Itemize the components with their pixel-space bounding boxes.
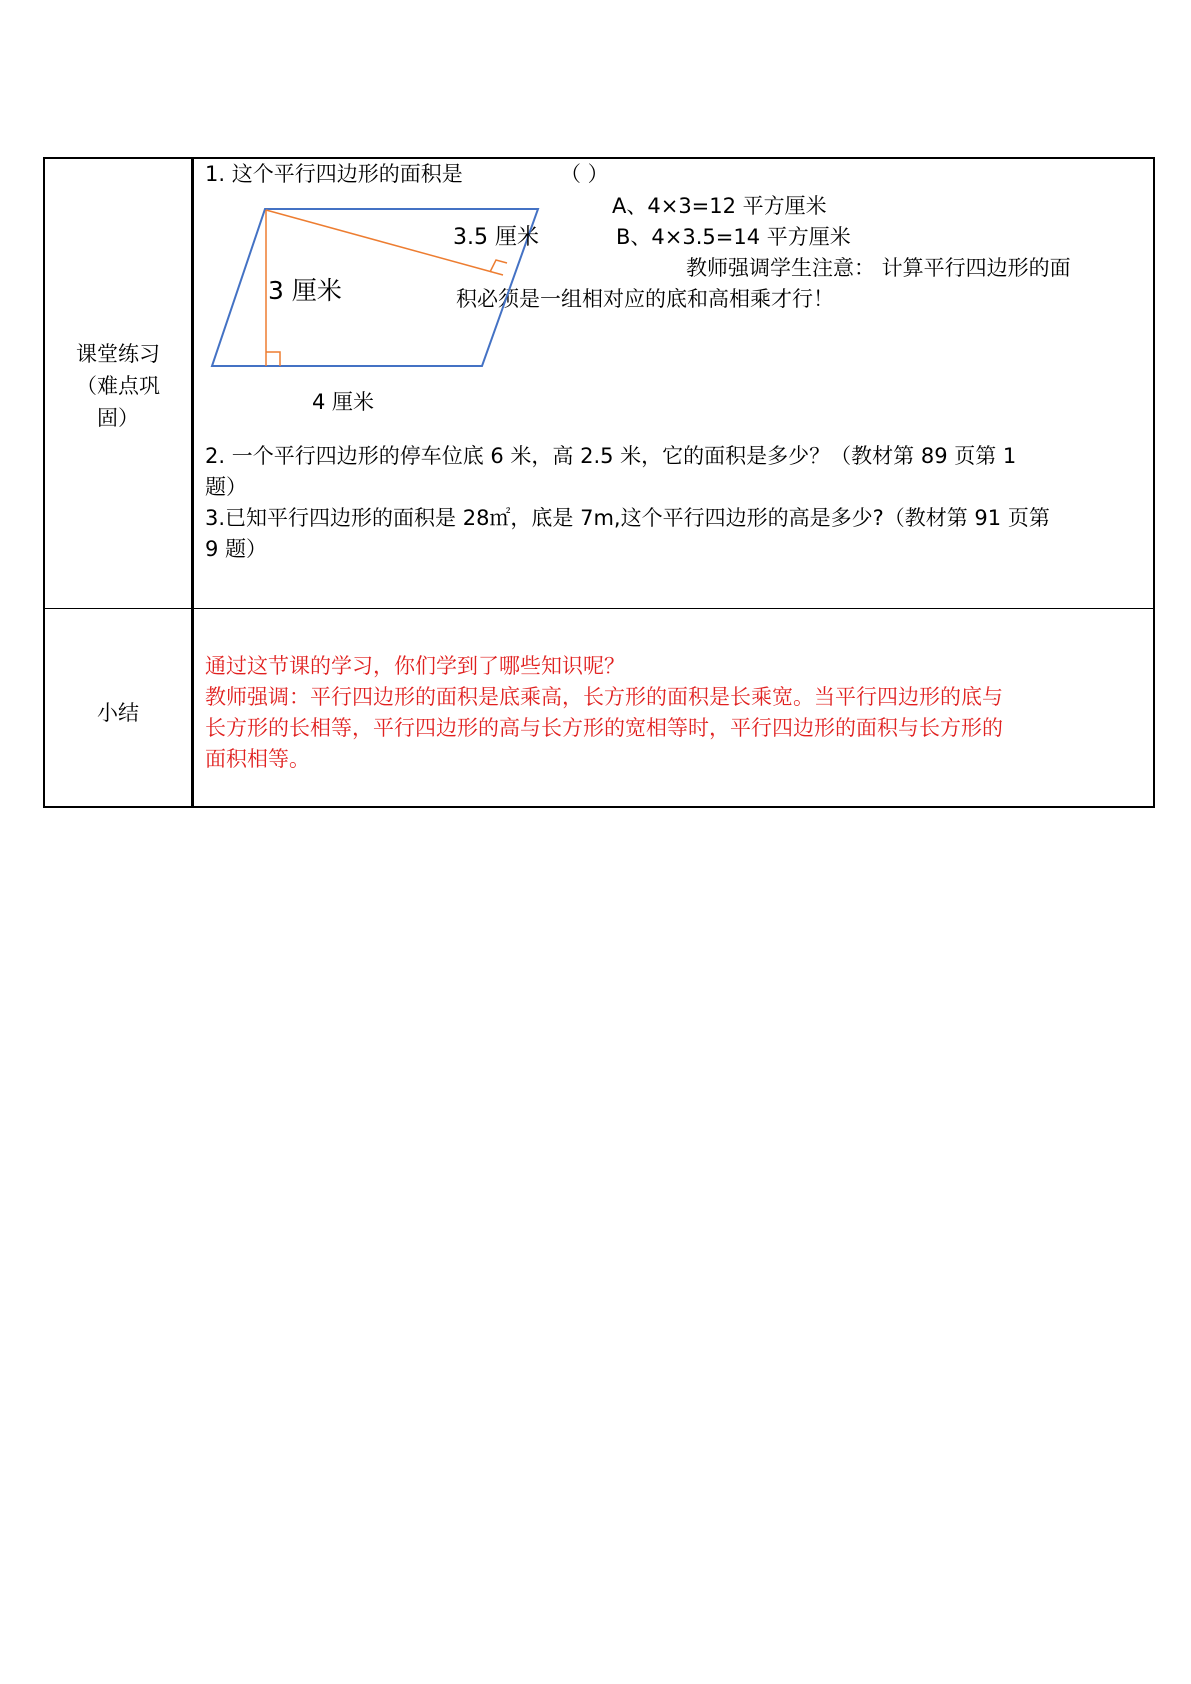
row-divider: [43, 608, 1155, 609]
question-2-line1: 2. 一个平行四边形的停车位底 6 米，高 2.5 米，它的面积是多少？（教材第 89 页第 1: [205, 444, 1017, 468]
row-label-practice: [45, 338, 191, 434]
slant-right-angle-mark: [490, 260, 507, 272]
summary-line1: 教师强调：平行四边形的面积是底乘高，长方形的面积是长乘宽。当平行四边形的底与: [205, 685, 1003, 709]
question-1-answer-paren: （ ）: [560, 162, 609, 186]
row-label-summary: 小结: [97, 701, 139, 725]
label-line: （难点巩: [76, 374, 160, 398]
summary-line2: 长方形的长相等，平行四边形的高与长方形的宽相等时，平行四边形的面积与长方形的: [205, 716, 1003, 740]
height-label: 3 厘米: [268, 276, 342, 305]
teacher-note-line1: 教师强调学生注意： 计算平行四边形的面: [686, 256, 1071, 280]
question-2-line2: 题）: [205, 475, 247, 499]
label-line: 固）: [97, 406, 139, 430]
label-line: 课堂练习: [76, 342, 160, 366]
option-a: A、4×3=12 平方厘米: [612, 194, 827, 218]
summary-question: 通过这节课的学习，你们学到了哪些知识呢？: [205, 654, 625, 678]
height-right-angle-mark: [266, 352, 280, 366]
summary-line3: 面积相等。: [205, 747, 310, 771]
base-label: 4 厘米: [312, 390, 375, 414]
option-b: B、4×3.5=14 平方厘米: [616, 225, 851, 249]
slant-height-label: 3.5 厘米: [453, 225, 539, 250]
question-1-text: 1. 这个平行四边形的面积是: [205, 162, 463, 186]
parallelogram-figure: [200, 190, 800, 450]
teacher-note-line2: 积必须是一组相对应的底和高相乘才行！: [456, 287, 834, 311]
question-3-line2: 9 题）: [205, 537, 268, 561]
column-divider: [191, 157, 194, 808]
question-3-line1: 3.已知平行四边形的面积是 28㎡，底是 7m,这个平行四边形的高是多少?（教材第 91 页第: [205, 506, 1050, 530]
